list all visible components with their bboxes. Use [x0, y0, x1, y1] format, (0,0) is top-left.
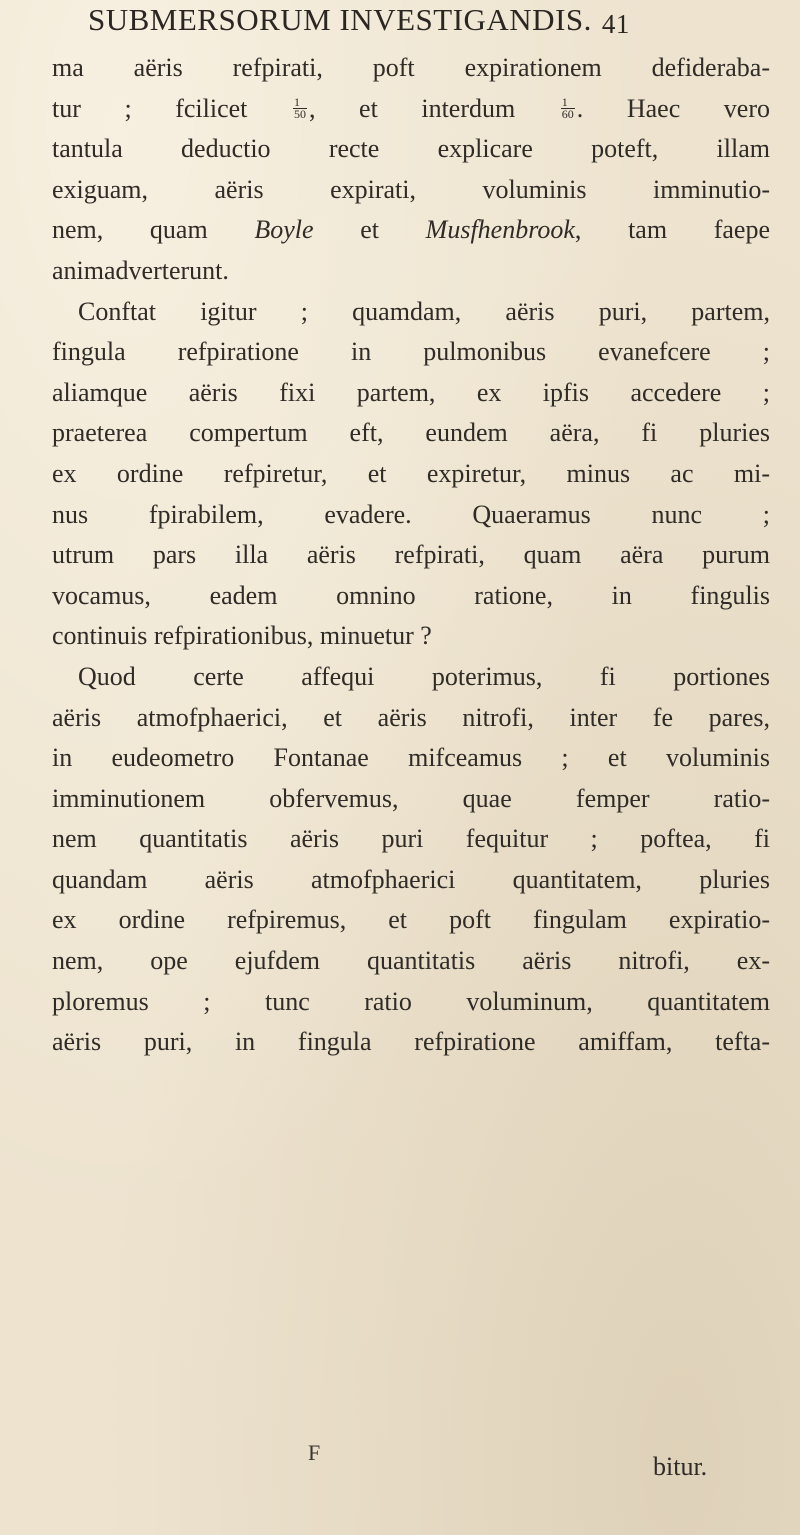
text-line: aliamque aëris fixi partem, ex ipfis accedere ; [52, 377, 770, 407]
text-line: fingula refpiratione in pulmonibus evanefcere ; [52, 337, 770, 367]
text-line: nem, ope ejufdem quantitatis aëris nitrofi, ex- [52, 946, 770, 976]
running-head-title: SUBMERSORUM INVESTIGANDIS. [88, 2, 592, 37]
signature-mark: F [308, 1440, 321, 1465]
text-line: aëris puri, in fingula refpiratione amiffam, tefta- [52, 1027, 770, 1057]
text-line: quandam aëris atmofphaerici quantitatem, pluries [52, 864, 770, 894]
catchword: bitur. [653, 1452, 708, 1481]
text-line: praeterea compertum eft, eundem aëra, fi pluries [52, 418, 770, 448]
text-line: ploremus ; tunc ratio voluminum, quantitatem [52, 986, 770, 1016]
text-line: imminutionem obfervemus, quae femper ratio- [52, 783, 770, 813]
body-text [52, 48, 770, 1063]
text-line: vocamus, eadem omnino ratione, in fingulis [52, 580, 770, 610]
text-line: animadverterunt. [52, 255, 229, 285]
text-line: nem, quam Boyle et Musfhenbrook, tam faepe [52, 215, 771, 245]
text-line: tantula deductio recte explicare poteft, illam [52, 134, 770, 164]
text-line: exiguam, aëris expirati, voluminis imminutio- [52, 174, 770, 204]
fraction: $\frac{1}{60}$ [561, 95, 574, 122]
text-line: ex ordine refpiremus, et poft fingulam expiratio- [52, 905, 770, 935]
text-line: ex ordine refpiretur, et expiretur, minus ac mi- [52, 458, 770, 488]
text-line: continuis refpirationibus, minuetur ? [52, 621, 432, 651]
text-line: tur ; fcilicet $\frac{1}{50}$ , et interdum $\frac{1}{60}$ . Haec vero [52, 93, 770, 123]
italic-name: Musfhenbrook [425, 215, 575, 245]
text-line: nem quantitatis aëris puri fequitur ; poftea, fi [52, 824, 770, 854]
text-line: Conftat igitur ; quamdam, aëris puri, partem, [78, 296, 770, 326]
text-line: nus fpirabilem, evadere. Quaeramus nunc ; [52, 499, 770, 529]
text-line: utrum pars illa aëris refpirati, quam aëra purum [52, 540, 770, 570]
running-head [88, 2, 788, 38]
text-line: ma aëris refpirati, poft expirationem defideraba- [52, 53, 770, 82]
text-line: aëris atmofphaerici, et aëris nitrofi, inter fe pares, [52, 702, 770, 732]
fraction: $\frac{1}{50}$ [293, 95, 306, 122]
text-line: in eudeometro Fontanae mifceamus ; et voluminis [52, 743, 770, 773]
italic-name: Boyle [254, 215, 314, 245]
page-number: 41 [601, 9, 630, 39]
text-line: Quod certe affequi poterimus, fi portiones [78, 661, 770, 691]
